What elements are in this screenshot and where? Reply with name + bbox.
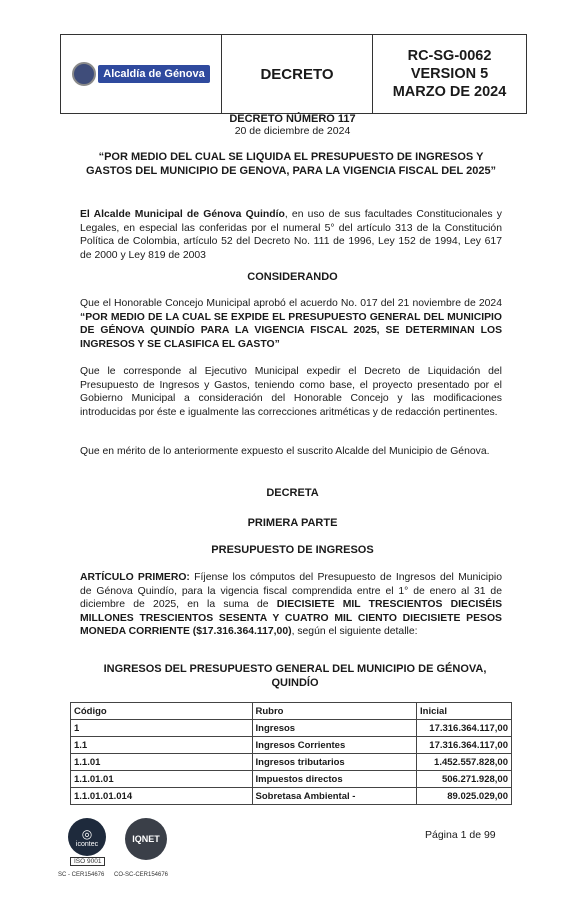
decree-title: “POR MEDIO DEL CUAL SE LIQUIDA EL PRESUPUESTO DE INGRESOS Y GASTOS DEL MUNICIPIO DE GENOVA, PARA LA VIGENCIA FISCAL DEL 2025” [85,151,497,177]
iqnet-cert-code: CO-SC-CER154676 [114,872,169,878]
table-row [71,788,512,805]
considerando-heading: CONSIDERANDO [247,271,338,283]
intro-paragraph [80,208,502,262]
cell-inicial: 1.452.557.828,00 [417,754,512,771]
article-text2: , según el siguiente detalle: [291,626,418,637]
decree-number: DECRETO NÚMERO 117 [229,113,356,125]
doc-code: RC-SG-0062 [407,48,492,64]
table-row [71,720,512,737]
article-label: ARTÍCULO PRIMERO: [80,572,190,583]
icontec-name: icontec [75,840,99,848]
article-paragraph [80,571,502,639]
income-table [70,702,512,805]
article-text1: Fíjense los cómputos del Presupuesto de Ingresos del Municipio de Génova Quindío, para la vigencia fiscal comprendida entre el 1° de enero al 31 de diciembre de 2025, en la suma de [80,572,502,610]
cell-codigo: 1.1.01.01 [71,771,253,788]
doc-version: VERSION 5 [410,66,489,82]
cell-codigo: 1.1.01 [71,754,253,771]
doc-code-block [373,35,526,113]
cell-inicial: 17.316.364.117,00 [417,737,512,754]
cell-rubro: Ingresos [252,720,417,737]
cell-rubro: Sobretasa Ambiental - [252,788,417,805]
considerando-p2: Que le corresponde al Ejecutivo Municipal expedir el Decreto de Liquidación del Presupuesto de Ingresos y Gastos, teniendo como base, el proyecto presentado por el Gobierno Municipal a consideración del Honorable Concejo y las modificaciones introducidas por éste e igualmente las correcciones aritméticas y de redacción pertinentes. [80,366,502,418]
iqnet-logo [125,818,167,860]
cell-codigo: 1 [71,720,253,737]
seal-icon [72,62,96,86]
iso-label: ISO 9001 [70,857,105,866]
cell-rubro: Ingresos Corrientes [252,737,417,754]
document-header [60,34,527,114]
considerando-p3: Que en mérito de lo anteriormente expuesto el suscrito Alcalde del Municipio de Génova. [80,446,490,457]
cell-inicial: 506.271.928,00 [417,771,512,788]
table-title: INGRESOS DEL PRESUPUESTO GENERAL DEL MUNICIPIO DE GÉNOVA, QUINDÍO [103,663,487,689]
intro-bold: El Alcalde Municipal de Génova Quindío [80,209,285,220]
page-number: Página 1 de 99 [425,829,496,841]
table-row [71,737,512,754]
icontec-logo [68,818,106,856]
decree-date: 20 de diciembre de 2024 [234,125,351,137]
icontec-cert-code: SC - CER154676 [58,872,105,878]
cell-inicial: 89.025.029,00 [417,788,512,805]
col-header-codigo: Código [71,703,253,720]
cell-rubro: Impuestos directos [252,771,417,788]
part-heading: PRIMERA PARTE [247,517,338,529]
table-header-row [71,703,512,720]
article-amount: DIECISIETE MIL TRESCIENTOS DIECISÉIS MILLONES TRESCIENTOS SESENTA Y CUATRO MIL CIENTO DIECISIETE PESOS MONEDA CORRIENTE ($17.316.364.117,00) [80,599,503,637]
col-header-rubro: Rubro [252,703,417,720]
cell-codigo: 1.1 [71,737,253,754]
considerando-p1-plain: Que el Honorable Concejo Municipal aprobó el acuerdo No. 017 del 21 noviembre de 2024 [80,298,502,309]
cell-rubro: Ingresos tributarios [252,754,417,771]
table-row [71,754,512,771]
decreta-heading: DECRETA [266,487,319,499]
intro-rest: , en uso de sus facultades Constitucionales y Legales, en especial las conferidas por el numeral 5° del artículo 313 de la Constitución Política de Colombia, artículo 52 del Decreto No. 111 de 1996, Ley 152 de 1994, Ley 617 de 2000 y Ley 819 de 2003 [80,209,502,261]
iqnet-name: IQNET [132,834,160,844]
cell-codigo: 1.1.01.01.014 [71,788,253,805]
col-header-inicial: Inicial [417,703,512,720]
considerando-p1 [80,297,502,351]
cell-inicial: 17.316.364.117,00 [417,720,512,737]
table-row [71,771,512,788]
alcaldia-logo [72,62,209,86]
logo-cell [61,35,222,113]
doc-type: DECRETO [222,35,373,113]
icontec-icon: ◎ [81,826,93,841]
doc-version-date: MARZO DE 2024 [392,84,507,100]
logo-text: Alcaldía de Génova [98,65,209,83]
section-heading: PRESUPUESTO DE INGRESOS [211,544,374,556]
considerando-p1-bold: “POR MEDIO DE LA CUAL SE EXPIDE EL PRESUPUESTO GENERAL DEL MUNICIPIO DE GÉNOVA QUINDÍO PARA LA VIGENCIA FISCAL 2025, SE DETERMINAN LOS INGRESOS Y SE CLASIFICA EL GASTO” [80,311,502,350]
